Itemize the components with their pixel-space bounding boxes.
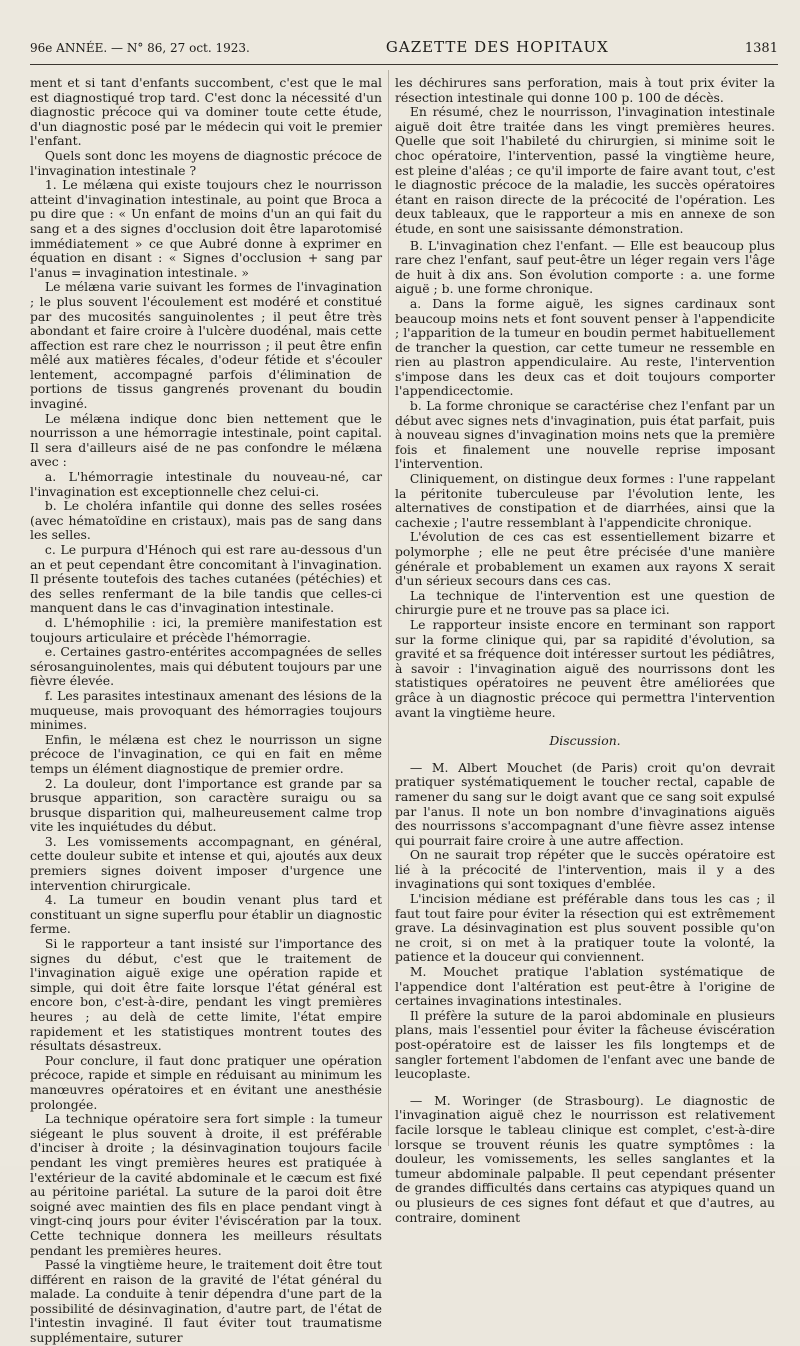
section-paragraph: B. L'invagination chez l'enfant. — Elle est beaucoup plus rare chez l'enfant, sauf peut-être un léger regain vers l'âge de huit à dix ans. Son évolution comporte : a. une forme aiguë ; b. une forme chronique. [395,237,775,297]
paragraph: 2. La douleur, dont l'importance est grande par sa brusque apparition, son caractère suraigu ou sa brusque disparition qui, malheureusement calme trop vite les inquiétudes du début. [30,775,382,835]
right-column [395,75,775,1225]
paragraph: La technique opératoire sera fort simple : la tumeur siégeant le plus souvent à droite, il est préférable d'inciser à droite ; la désinvagination toujours facile pendant les vingt premières heures est pratiquée à l'extérieur de la cavité abdominale et le cæcum est fixé au péritoine pariétal. La suture de la paroi doit être soigné avec maintien des fils en place pendant vingt à vingt-cinq jours pour éviter l'éviscération par la toux. Cette technique donnera les meilleurs résultats pendant les premières heures. [30,1111,382,1258]
paragraph: a. Dans la forme aiguë, les signes cardinaux sont beaucoup moins nets et font souvent penser à l'appendicite ; l'apparition de la tumeur en boudin permet habituellement de trancher la question, car cette tumeur ne ressemble en rien au plastron appendiculaire. Au reste, l'intervention s'impose dans les deux cas et doit toujours comporter l'appendicectomie. [395,295,775,399]
column-divider [388,70,389,1146]
paragraph: On ne saurait trop répéter que le succès opératoire est lié à la précocité de l'intervention, mais il y a des invaginations qui sont toxiques d'emblée. [395,847,775,892]
paragraph: Quels sont donc les moyens de diagnostic précoce de l'invagination intestinale ? [30,147,382,178]
paragraph: a. L'hémorragie intestinale du nouveau-né, car l'invagination est exceptionnelle chez celui-ci. [30,469,382,499]
paragraph: Le mélæna varie suivant les formes de l'invagination ; le plus souvent l'écoulement est modéré et constitué par des mucosités sanguinolentes ; il peut être très abondant et faire croire à l'ulcère duodénal, mais cette affection est rare chez le nourrisson ; il peut être enfin mêlé aux matières fécales, d'odeur fétide et s'écouler lentement, accompagné parfois d'élimination de portions de tissus gangrenés provenant du boudin invaginé. [30,279,382,412]
paragraph: e. Certaines gastro-entérites accompagnées de selles sérosanguinolentes, mais qui débutent toujours par une fièvre élevée. [30,644,382,689]
issue-info: 96e ANNÉE. — N° 86, 27 oct. 1923. [30,41,250,55]
paragraph: Enfin, le mélæna est chez le nourrisson un signe précoce de l'invagination, ce qui en fait en même temps un élément diagnostique de premier ordre. [30,731,382,776]
paragraph: 4. La tumeur en boudin venant plus tard et constituant un signe superflu pour établir un diagnostic ferme. [30,892,382,937]
journal-title: GAZETTE DES HOPITAUX [385,38,609,56]
paragraph: — M. Albert Mouchet (de Paris) croit qu'on devrait pratiquer systématiquement le toucher rectal, capable de ramener du sang sur le doigt avant que ce sang soit expulsé par l'anus. Il note un bon nombre d'invaginations aiguës des nourrissons s'accompagnant d'une fièvre assez intense qui pourrait faire croire à une autre affection. [395,759,775,848]
paragraph: Cliniquement, on distingue deux formes : l'une rappelant la péritonite tuberculeuse par l'évolution lente, les alternatives de constipation et de diarrhées, ainsi que la cachexie ; l'autre ressemblant à l'appendicite chronique. [395,471,775,530]
header-rule [30,64,778,65]
paragraph: En résumé, chez le nourrisson, l'invagination intestinale aiguë doit être traitée dans les vingt premières heures. Quelle que soit l'habileté du chirurgien, si minime soit le choc opératoire, l'intervention, passé la vingtième heure, est pleine d'aléas ; ce qu'il importe de faire avant tout, c'est le diagnostic précoce de la maladie, les succès opératoires étant en raison directe de la précocité de l'opération. Les deux tableaux, que le rapporteur a mis en annexe de son étude, en sont une saisissante démonstration. [395,104,775,236]
paragraph: La technique de l'intervention est une question de chirurgie pure et ne trouve pas sa place ici. [395,587,775,618]
paragraph: L'incision médiane est préférable dans tous les cas ; il faut tout faire pour éviter la résection qui est extrêmement grave. La désinvagination est plus souvent possible qu'on ne croit, si on met à la pratiquer toute la volonté, la patience et la douceur qui conviennent. [395,891,775,965]
paragraph: 3. Les vomissements accompagnant, en général, cette douleur subite et intense et qui, ajoutés aux deux premiers signes doivent imposer d'urgence une intervention chirurgicale. [30,833,382,893]
page-header [30,38,778,60]
discussion-heading: Discussion. [549,733,621,749]
paragraph: Le mélæna indique donc bien nettement que le nourrisson a une hémorragie intestinale, point capital. Il sera d'ailleurs aisé de ne pas confondre le mélæna avec : [30,410,382,470]
paragraph: 1. Le mélæna qui existe toujours chez le nourrisson atteint d'invagination intestinale, au point que Broca a pu dire que : « Un enfant de moins d'un an qui fait du sang et a des signes d'occlusion doit être laparotomisé immédiatement » ce que Aubré donne à exprimer en équation en disant : « Signes d'occlusion + sang par l'anus = invagination intestinale. » [30,177,382,280]
paragraph: Pour conclure, il faut donc pratiquer une opération précoce, rapide et simple en réduisant au minimum les manœuvres opératoires et en évitant une anesthésie prolongée. [30,1052,382,1112]
paragraph: b. Le choléra infantile qui donne des selles rosées (avec hématoïdine en cristaux), mais pas de sang dans les selles. [30,498,382,543]
paragraph: c. Le purpura d'Hénoch qui est rare au-dessous d'un an et peut cependant être concomitant à l'invagination. Il présente toutefois des taches cutanées (pétéchies) et des selles renfermant de la bile tandis que celles-ci manquent dans le cas d'invagination intestinale. [30,542,382,616]
paragraph: f. Les parasites intestinaux amenant des lésions de la muqueuse, mais provoquant des hémorragies toujours minimes. [30,687,382,733]
paragraph: Passé la vingtième heure, le traitement doit être tout différent en raison de la gravité de l'état général du malade. La conduite à tenir dépendra d'une part de la possibilité de désinvagination, d'autre part, de l'état de l'intestin invaginé. Il faut éviter tout traumatisme supplémentaire, suturer [30,1257,382,1346]
paragraph: M. Mouchet pratique l'ablation systématique de l'appendice dont l'altération est peut-être à l'origine de certaines invaginations intestinales. [395,964,775,1009]
paragraph: d. L'hémophilie : ici, la première manifestation est toujours articulaire et précède l'hémorragie. [30,614,382,645]
paragraph: ment et si tant d'enfants succombent, c'est que le mal est diagnostiqué trop tard. C'est donc la nécessité d'un diagnostic précoce qui va dominer toute cette étude, d'un diagnostic posé par le médecin qui voit le premier l'enfant. [30,75,382,149]
paragraph: Le rapporteur insiste encore en terminant son rapport sur la forme clinique qui, par sa rapidité d'évolution, sa gravité et sa fréquence doit intéresser surtout les pédiâtres, à savoir : l'invagination aiguë des nourrissons dont les statistiques opératoires ne peuvent être améliorées que grâce à un diagnostic précoce qui permettra l'intervention avant la vingtième heure. [395,616,775,720]
page-number: 1381 [744,41,778,56]
paragraph: Il préfère la suture de la paroi abdominale en plusieurs plans, mais l'essentiel pour éviter la fâcheuse éviscération post-opératoire est de laisser les fils longtemps et de sangler fortement l'abdomen de l'enfant avec une bande de leucoplaste. [395,1007,775,1082]
left-column [30,75,382,1346]
paragraph: b. La forme chronique se caractérise chez l'enfant par un début avec signes nets d'invagination, puis état parfait, puis à nouveau signes d'invagination moins nets que la première fois et finalement une nouvelle reprise imposant l'intervention. [395,398,775,472]
paragraph: L'évolution de ces cas est essentiellement bizarre et polymorphe ; elle ne peut être précisée d'une manière générale et probablement un examen aux rayons X serait d'un sérieux secours dans ces cas. [395,529,775,589]
paragraph: — M. Woringer (de Strasbourg). Le diagnostic de l'invagination aiguë chez le nourrisson est relativement facile lorsque le tableau clinique est complet, c'est-à-dire lorsque se trouvent réunis les quatre symptômes : la douleur, les vomissements, les selles sanglantes et la tumeur abdominale palpable. Il peut cependant présenter de grandes difficultés dans certains cas atypiques quand un ou plusieurs de ces signes font défaut et que d'autres, au contraire, dominent [395,1092,775,1225]
paragraph: Si le rapporteur a tant insisté sur l'importance des signes du début, c'est que le traitement de l'invagination aiguë exige une opération rapide et simple, qui doit être faite lorsque l'état général est encore bon, c'est-à-dire, pendant les vingt premières heures ; au delà de cette limite, l'état empire rapidement et les statistiques montrent toutes des résultats désastreux. [30,936,382,1054]
paragraph: les déchirures sans perforation, mais à tout prix éviter la résection intestinale qui donne 100 p. 100 de décès. [395,75,775,105]
